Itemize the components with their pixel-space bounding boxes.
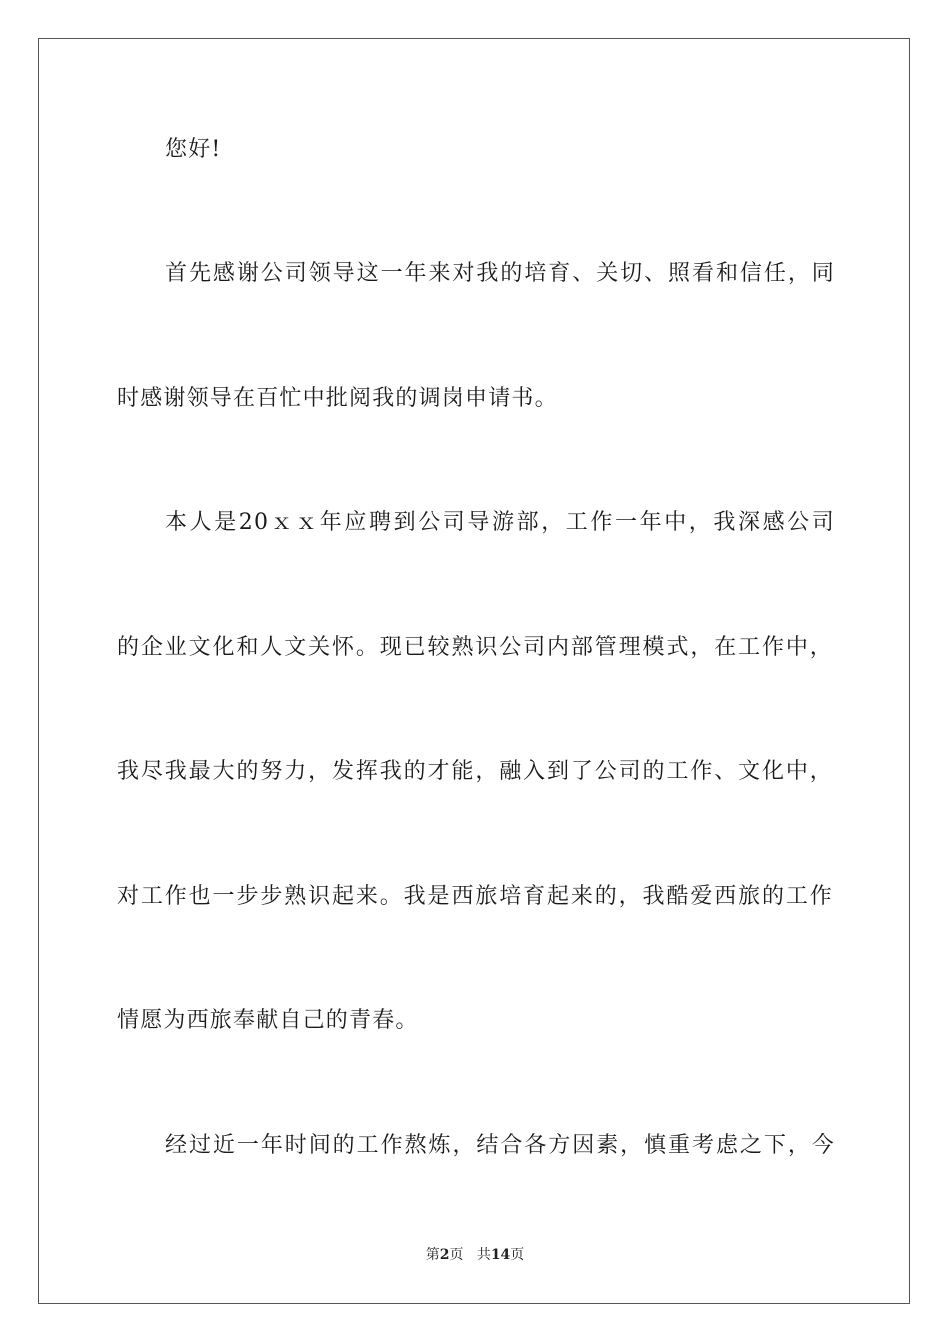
body-line-5: 我尽我最大的努力，发挥我的才能，融入到了公司的工作、文化中， [117,759,833,784]
page-border [38,38,910,1304]
footer-total-pages: 14 [490,1247,511,1263]
footer-total-suffix: 页 [510,1247,525,1263]
body-line-2: 时感谢领导在百忙中批阅我的调岗申请书。 [117,386,558,411]
footer-current-page: 2 [439,1247,450,1263]
footer-total-prefix: 共 [476,1247,491,1263]
body-line-1: 首先感谢公司领导这一年来对我的培育、关切、照看和信任，同 [165,261,835,286]
body-line-6: 对工作也一步步熟识起来。我是西旅培育起来的，我酷爱西旅的工作 [117,884,833,909]
greeting-line: 您好! [165,137,222,162]
footer-prefix: 第 [425,1247,440,1263]
footer-page-suffix: 页 [449,1247,464,1263]
body-line-3: 本人是20ｘｘ年应聘到公司导游部，工作一年中，我深感公司 [165,510,835,535]
body-line-7: 情愿为西旅奉献自己的青春。 [117,1008,419,1033]
body-line-4: 的企业文化和人文关怀。现已较熟识公司内部管理模式，在工作中， [117,635,833,660]
body-line-8: 经过近一年时间的工作熬炼，结合各方因素，慎重考虑之下，今 [165,1133,835,1158]
page-footer [0,1245,950,1265]
